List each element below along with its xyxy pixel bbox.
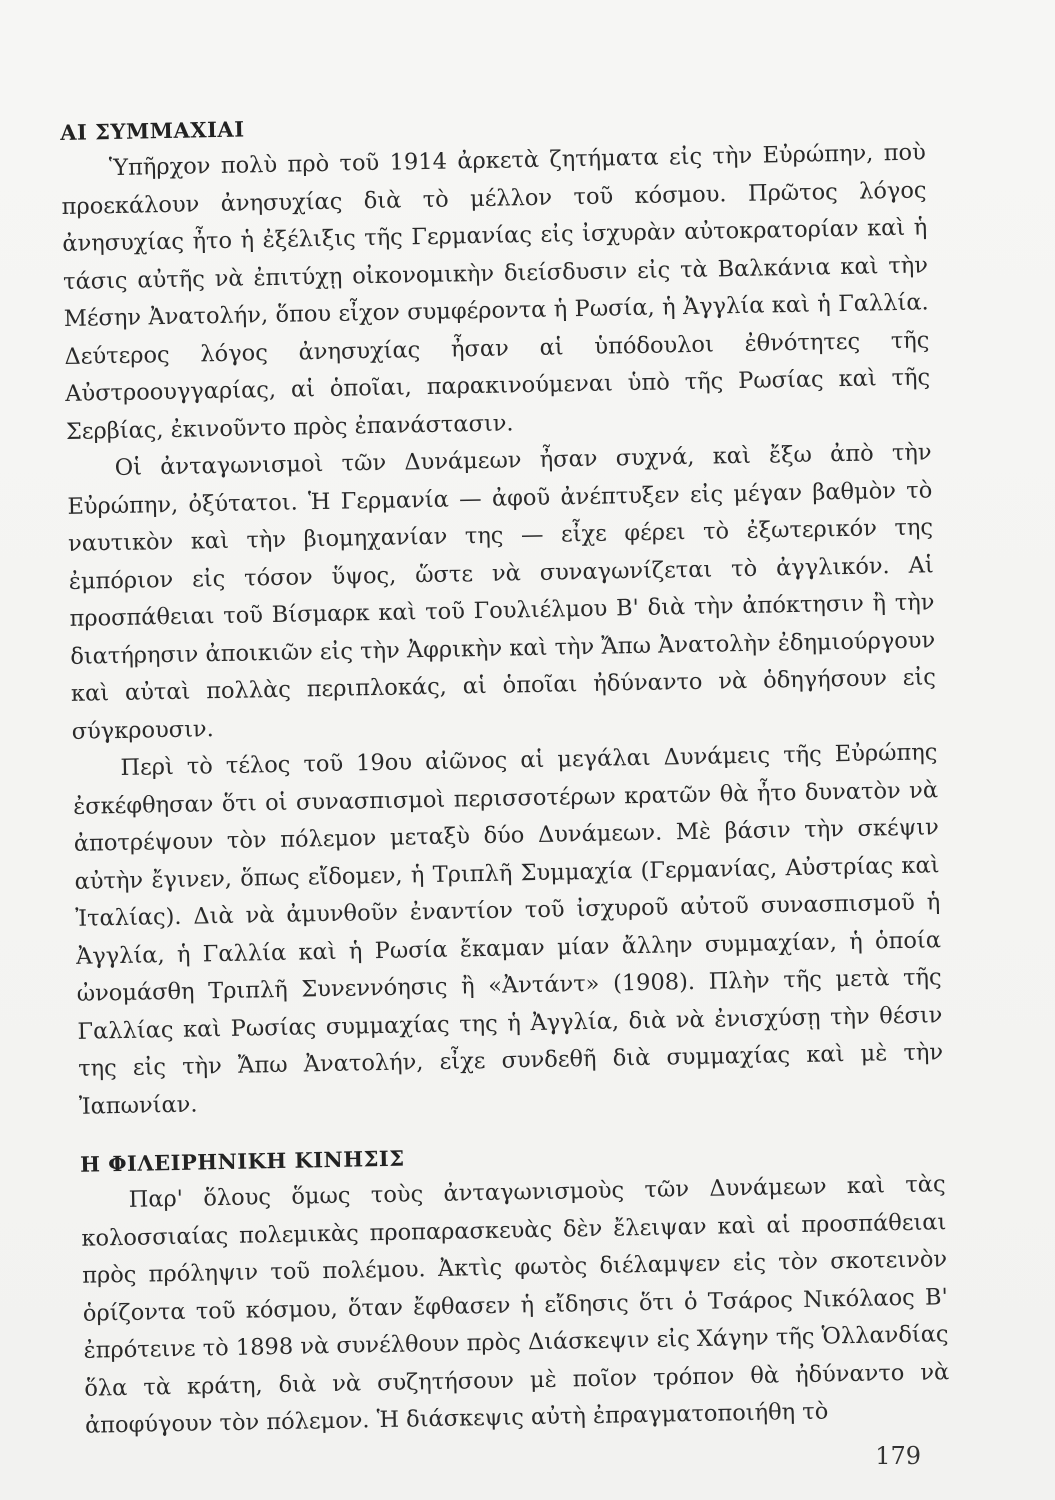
paragraph: Ὑπῆρχον πολὺ πρὸ τοῦ 1914 ἀρκετὰ ζητήματα εἰς τὴν Εὐρώπην, ποὺ προεκάλουν ἀνησυχίας διὰ τὸ μέλλον τοῦ κόσμου. Πρῶτος λόγος ἀνησυχίας ἦτο ἡ ἐξέλιξις τῆς Γερμανίας εἰς ἰσχυρὰν αὐτοκρατορίαν καὶ ἡ τάσις αὐτῆς νὰ ἐπιτύχῃ οἰκονομικὴν διείσδυσιν εἰς τὰ Βαλκάνια καὶ τὴν Μέσην Ἀνατολήν, ὅπου εἶχον συμφέροντα ἡ Ρωσία, ἡ Ἀγγλία καὶ ἡ Γαλλία. Δεύτερος λόγος ἀνησυχίας ἦσαν αἱ ὑπόδουλοι ἐθνότητες τῆς Αὐστροουγγαρίας, αἱ ὁποῖαι, παρακινούμεναι ὑπὸ τῆς Ρωσίας καὶ τῆς Σερβίας, ἐκινοῦντο πρὸς ἐπανάστασιν. [61,139,931,445]
paragraph: Οἱ ἀνταγωνισμοὶ τῶν Δυνάμεων ἦσαν συχνά, καὶ ἔξω ἀπὸ τὴν Εὐρώπην, ὀξύτατοι. Ἡ Γερμανία — ἀφοῦ ἀνέπτυξεν εἰς μέγαν βαθμὸν τὸ ναυτικὸν καὶ τὴν βιομηχανίαν της — εἶχε φέρει τὸ ἐξωτερικόν της ἐμπόριον εἰς τόσον ὕψος, ὥστε νὰ συναγωνίζεται τὸ ἀγγλικόν. Αἱ προσπάθειαι τοῦ Βίσμαρκ καὶ τοῦ Γουλιέλμου Β' διὰ τὴν ἀπόκτησιν ἢ τὴν διατήρησιν ἀποικιῶν εἰς τὴν Ἀφρικὴν καὶ τὴν Ἄπω Ἀνατολὴν ἐδημιούργουν καὶ αὐταὶ πολλὰς περιπλοκάς, αἱ ὁποῖαι ἠδύναντο νὰ ὁδηγήσουν εἰς σύγκρουσιν. [67,439,937,745]
paragraph: Παρ' ὅλους ὅμως τοὺς ἀνταγωνισμοὺς τῶν Δυνάμεων καὶ τὰς κολοσσιαίας πολεμικὰς προπαρασκευὰς δὲν ἔλειψαν καὶ αἱ προσπάθειαι πρὸς πρόληψιν τοῦ πολέμου. Ἀκτὶς φωτὸς διέλαμψεν εἰς τὸν σκοτεινὸν ὁρίζοντα τοῦ κόσμου, ὅταν ἔφθασεν ἡ εἴδησις ὅτι ὁ Τσάρος Νικόλαος Β' ἐπρότεινε τὸ 1898 νὰ συνέλθουν πρὸς Διάσκεψιν εἰς Χάγην τῆς Ὁλλανδίας ὅλα τὰ κράτη, διὰ νὰ συζητήσουν μὲ ποῖον τρόπον θὰ ἠδύναντο νὰ ἀποφύγουν τὸν πόλεμον. Ἡ διάσκεψις αὐτὴ ἐπραγματοποιήθη τὸ [81,1171,950,1439]
paragraph: Περὶ τὸ τέλος τοῦ 19ου αἰῶνος αἱ μεγάλαι Δυνάμεις τῆς Εὐρώπης ἐσκέφθησαν ὅτι οἱ συνασπισμοὶ περισσοτέρων κρατῶν θὰ ἦτο δυνατὸν νὰ ἀποτρέψουν τὸν πόλεμον μεταξὺ δύο Δυνάμεων. Μὲ βάσιν τὴν σκέψιν αὐτὴν ἔγινεν, ὅπως εἴδομεν, ἡ Τριπλῆ Συμμαχία (Γερμανίας, Αὐστρίας καὶ Ἰταλίας). Διὰ νὰ ἀμυνθοῦν ἐναντίον τοῦ ἰσχυροῦ αὐτοῦ συνασπισμοῦ ἡ Ἀγγλία, ἡ Γαλλία καὶ ἡ Ρωσία ἔκαμαν μίαν ἄλλην συμμαχίαν, ἡ ὁποία ὠνομάσθη Τριπλῆ Συνεννόησις ἢ «Ἀντάντ» (1908). Πλὴν τῆς μετὰ τῆς Γαλλίας καὶ Ρωσίας συμμαχίας της ἡ Ἀγγλία, διὰ νὰ ἐνισχύσῃ τὴν θέσιν της εἰς τὴν Ἄπω Ἀνατολήν, εἶχε συνδεθῆ διὰ συμμαχίας καὶ μὲ τὴν Ἰαπωνίαν. [72,739,944,1120]
section-heading-peace-movement: Η ΦΙΛΕΙΡΗΝΙΚΗ ΚΙΝΗΣΙΣ [79,1145,405,1177]
page-content [60,103,950,1445]
page-number: 179 [875,1442,921,1470]
section-heading-alliances: ΑΙ ΣΥΜΜΑΧΙΑΙ [60,116,245,145]
